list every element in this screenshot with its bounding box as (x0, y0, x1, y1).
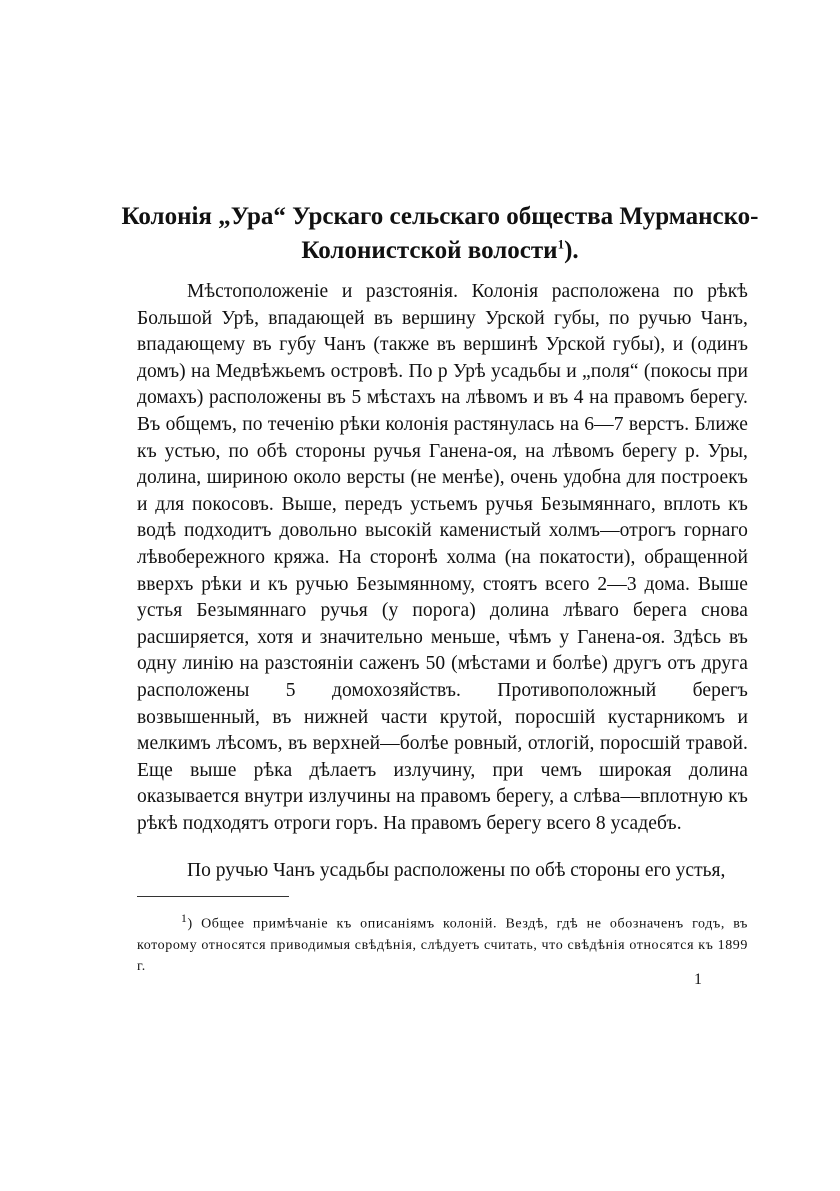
footnote-marker-paren: ) (187, 916, 193, 932)
page-title (120, 200, 760, 268)
footnote-marker: 1 (181, 912, 188, 925)
title-footnote-marker[interactable]: 1 (557, 236, 565, 252)
paragraph-2-text: По ручью Чанъ усадьбы расположены по обѣ стороны его устья, (187, 860, 726, 881)
page-number: 1 (694, 971, 702, 988)
title-suffix: ). (564, 237, 579, 264)
footnote-text: Общее примѣчаніе къ описаніямъ колоній. Вездѣ, гдѣ не обозначенъ годъ, въ которому относятся приводимыя свѣдѣнія, слѣдуетъ считать, что свѣдѣнія относятся къ 1899 г. (137, 916, 748, 974)
footnote (137, 908, 748, 977)
paragraph-1 (137, 279, 748, 837)
title-text: Колонія „Ура“ Урскаго сельскаго общества Мурманско-Колонистской волости (121, 203, 759, 264)
footnote-divider (137, 896, 289, 897)
paragraph-1-text: Мѣстоположеніе и разстоянія. Колонія расположена по рѣкѣ Большой Урѣ, впадающей въ вершину Урской губы, по ручью Чанъ, впадающему въ губу Чанъ (также въ вершинѣ Урской губы), и (одинъ домъ) на Медвѣжьемъ островѣ. По р Урѣ усадьбы и „поля“ (покосы при домахъ) расположены въ 5 мѣстахъ на лѣвомъ и въ 4 на правомъ берегу. Въ общемъ, по теченію рѣки колонія растянулась на 6—7 верстъ. Ближе къ устью, по обѣ стороны ручья Ганена-оя, на лѣвомъ берегу р. Уры, долина, шириною около версты (не менѣе), очень удобна для построекъ и для покосовъ. Выше, передъ устьемъ ручья Безымяннаго, вплоть къ водѣ подходитъ довольно высокій каменистый холмъ—отрогъ горнаго лѣвобережного кряжа. На сторонѣ холма (на покатости), обращенной вверхъ рѣки и къ ручью Безымянному, стоятъ всего 2—3 дома. Выше устья Безымяннаго ручья (у порога) долина лѣваго берега снова расширяется, хотя и значительно меньше, чѣмъ у Ганена-оя. Здѣсь въ одну линію на разстояніи саженъ 50 (мѣстами и болѣе) другъ отъ друга расположены 5 домохозяйствъ. Противоположный берегъ возвышенный, въ нижней части крутой, поросшій кустарникомъ и мелкимъ лѣсомъ, въ верхней—болѣе ровный, отлогій, поросшій травой. Еще выше рѣка дѣлаетъ излучину, при чемъ широкая долина оказывается внутри излучины на правомъ берегу, а слѣва—вплотную къ рѣкѣ подходятъ отроги горъ. На правомъ берегу всего 8 усадебъ. (137, 281, 748, 834)
paragraph-2 (137, 858, 748, 885)
